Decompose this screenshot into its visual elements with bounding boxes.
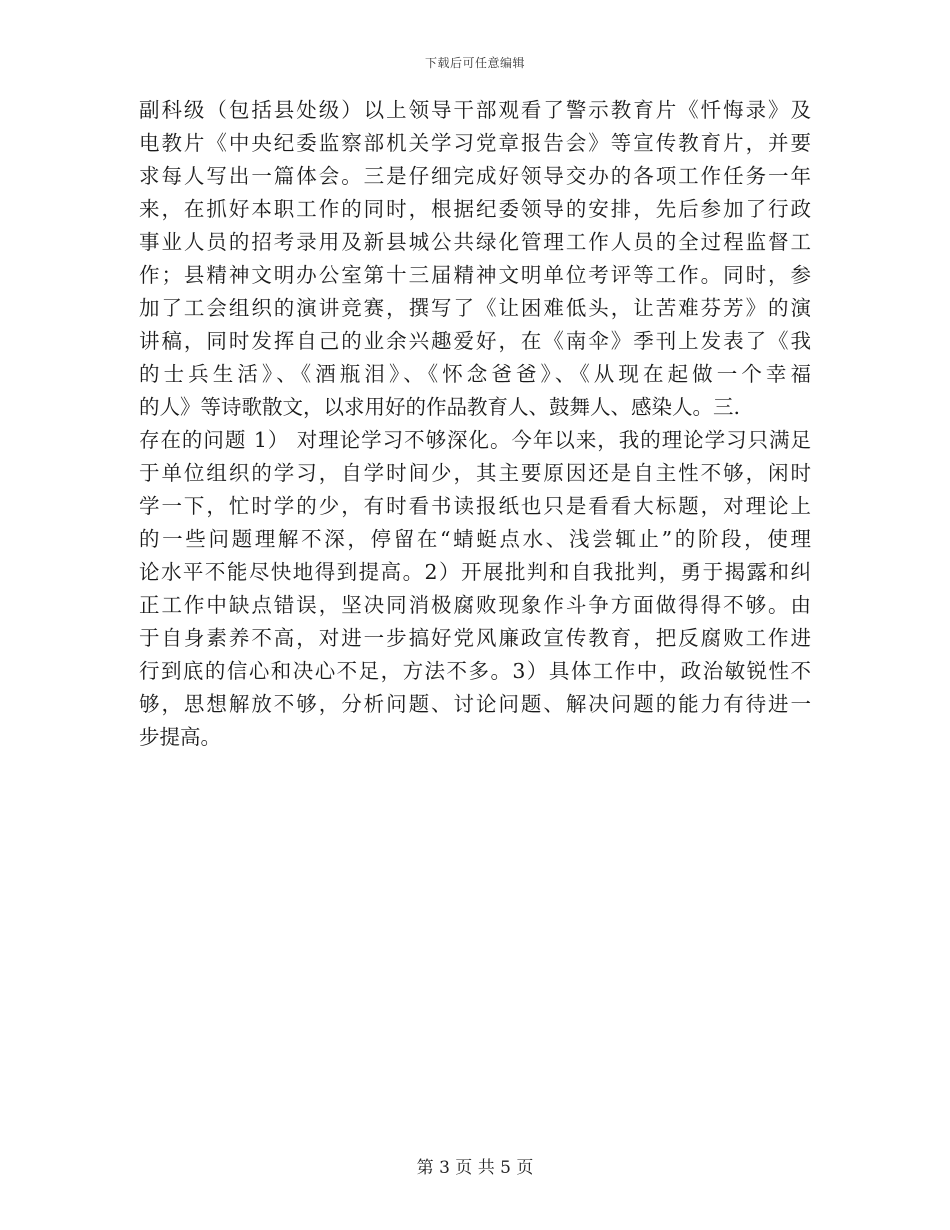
text-line: 副科级（包括县处级）以上领导干部观看了警示教育片《忏悔录》及 xyxy=(139,98,811,122)
text-line: 的人》等诗歌散文，以求用好的作品教育人、鼓舞人、感染人。三. xyxy=(139,395,741,419)
text-line: 论水平不能尽快地得到提高。2）开展批判和自我批判，勇于揭露和纠 xyxy=(139,560,811,584)
text-line: 正工作中缺点错误，坚决同消极腐败现象作斗争方面做得得不够。由 xyxy=(139,593,811,617)
page-header-note: 下载后可任意编辑 xyxy=(424,56,525,70)
page-number-footer: 第 3 页 共 5 页 xyxy=(416,1158,534,1178)
text-line: 于单位组织的学习，自学时间少，其主要原因还是自主性不够，闲时 xyxy=(139,461,811,485)
text-line: 事业人员的招考录用及新县城公共绿化管理工作人员的全过程监督工 xyxy=(139,230,811,254)
text-line: 够，思想解放不够，分析问题、讨论问题、解决问题的能力有待进一 xyxy=(139,692,811,716)
text-line: 行到底的信心和决心不足，方法不多。3）具体工作中，政治敏锐性不 xyxy=(139,659,811,683)
text-line: 的一些问题理解不深，停留在“蜻蜓点水、浅尝辄止”的阶段，使理 xyxy=(139,527,811,551)
document-body xyxy=(139,94,811,754)
text-line: 求每人写出一篇体会。三是仔细完成好领导交办的各项工作任务一年 xyxy=(139,164,811,188)
text-line: 存在的问题 1） 对理论学习不够深化。今年以来，我的理论学习只满足 xyxy=(139,428,811,452)
text-line: 的士兵生活》、《酒瓶泪》、《怀念爸爸》、《从现在起做一个幸福 xyxy=(139,362,811,386)
text-line: 于自身素养不高，对进一步搞好党风廉政宣传教育，把反腐败工作进 xyxy=(139,626,811,650)
text-line: 步提高。 xyxy=(139,725,221,749)
text-line: 加了工会组织的演讲竞赛，撰写了《让困难低头，让苦难芬芳》的演 xyxy=(139,296,811,320)
text-line: 作；县精神文明办公室第十三届精神文明单位考评等工作。同时，参 xyxy=(139,263,811,287)
text-line: 学一下，忙时学的少，有时看书读报纸也只是看看大标题，对理论上 xyxy=(139,494,811,518)
text-line: 来，在抓好本职工作的同时，根据纪委领导的安排，先后参加了行政 xyxy=(139,197,811,221)
text-line: 讲稿，同时发挥自己的业余兴趣爱好，在《南伞》季刊上发表了《我 xyxy=(139,329,811,353)
text-line: 电教片《中央纪委监察部机关学习党章报告会》等宣传教育片，并要 xyxy=(139,131,811,155)
